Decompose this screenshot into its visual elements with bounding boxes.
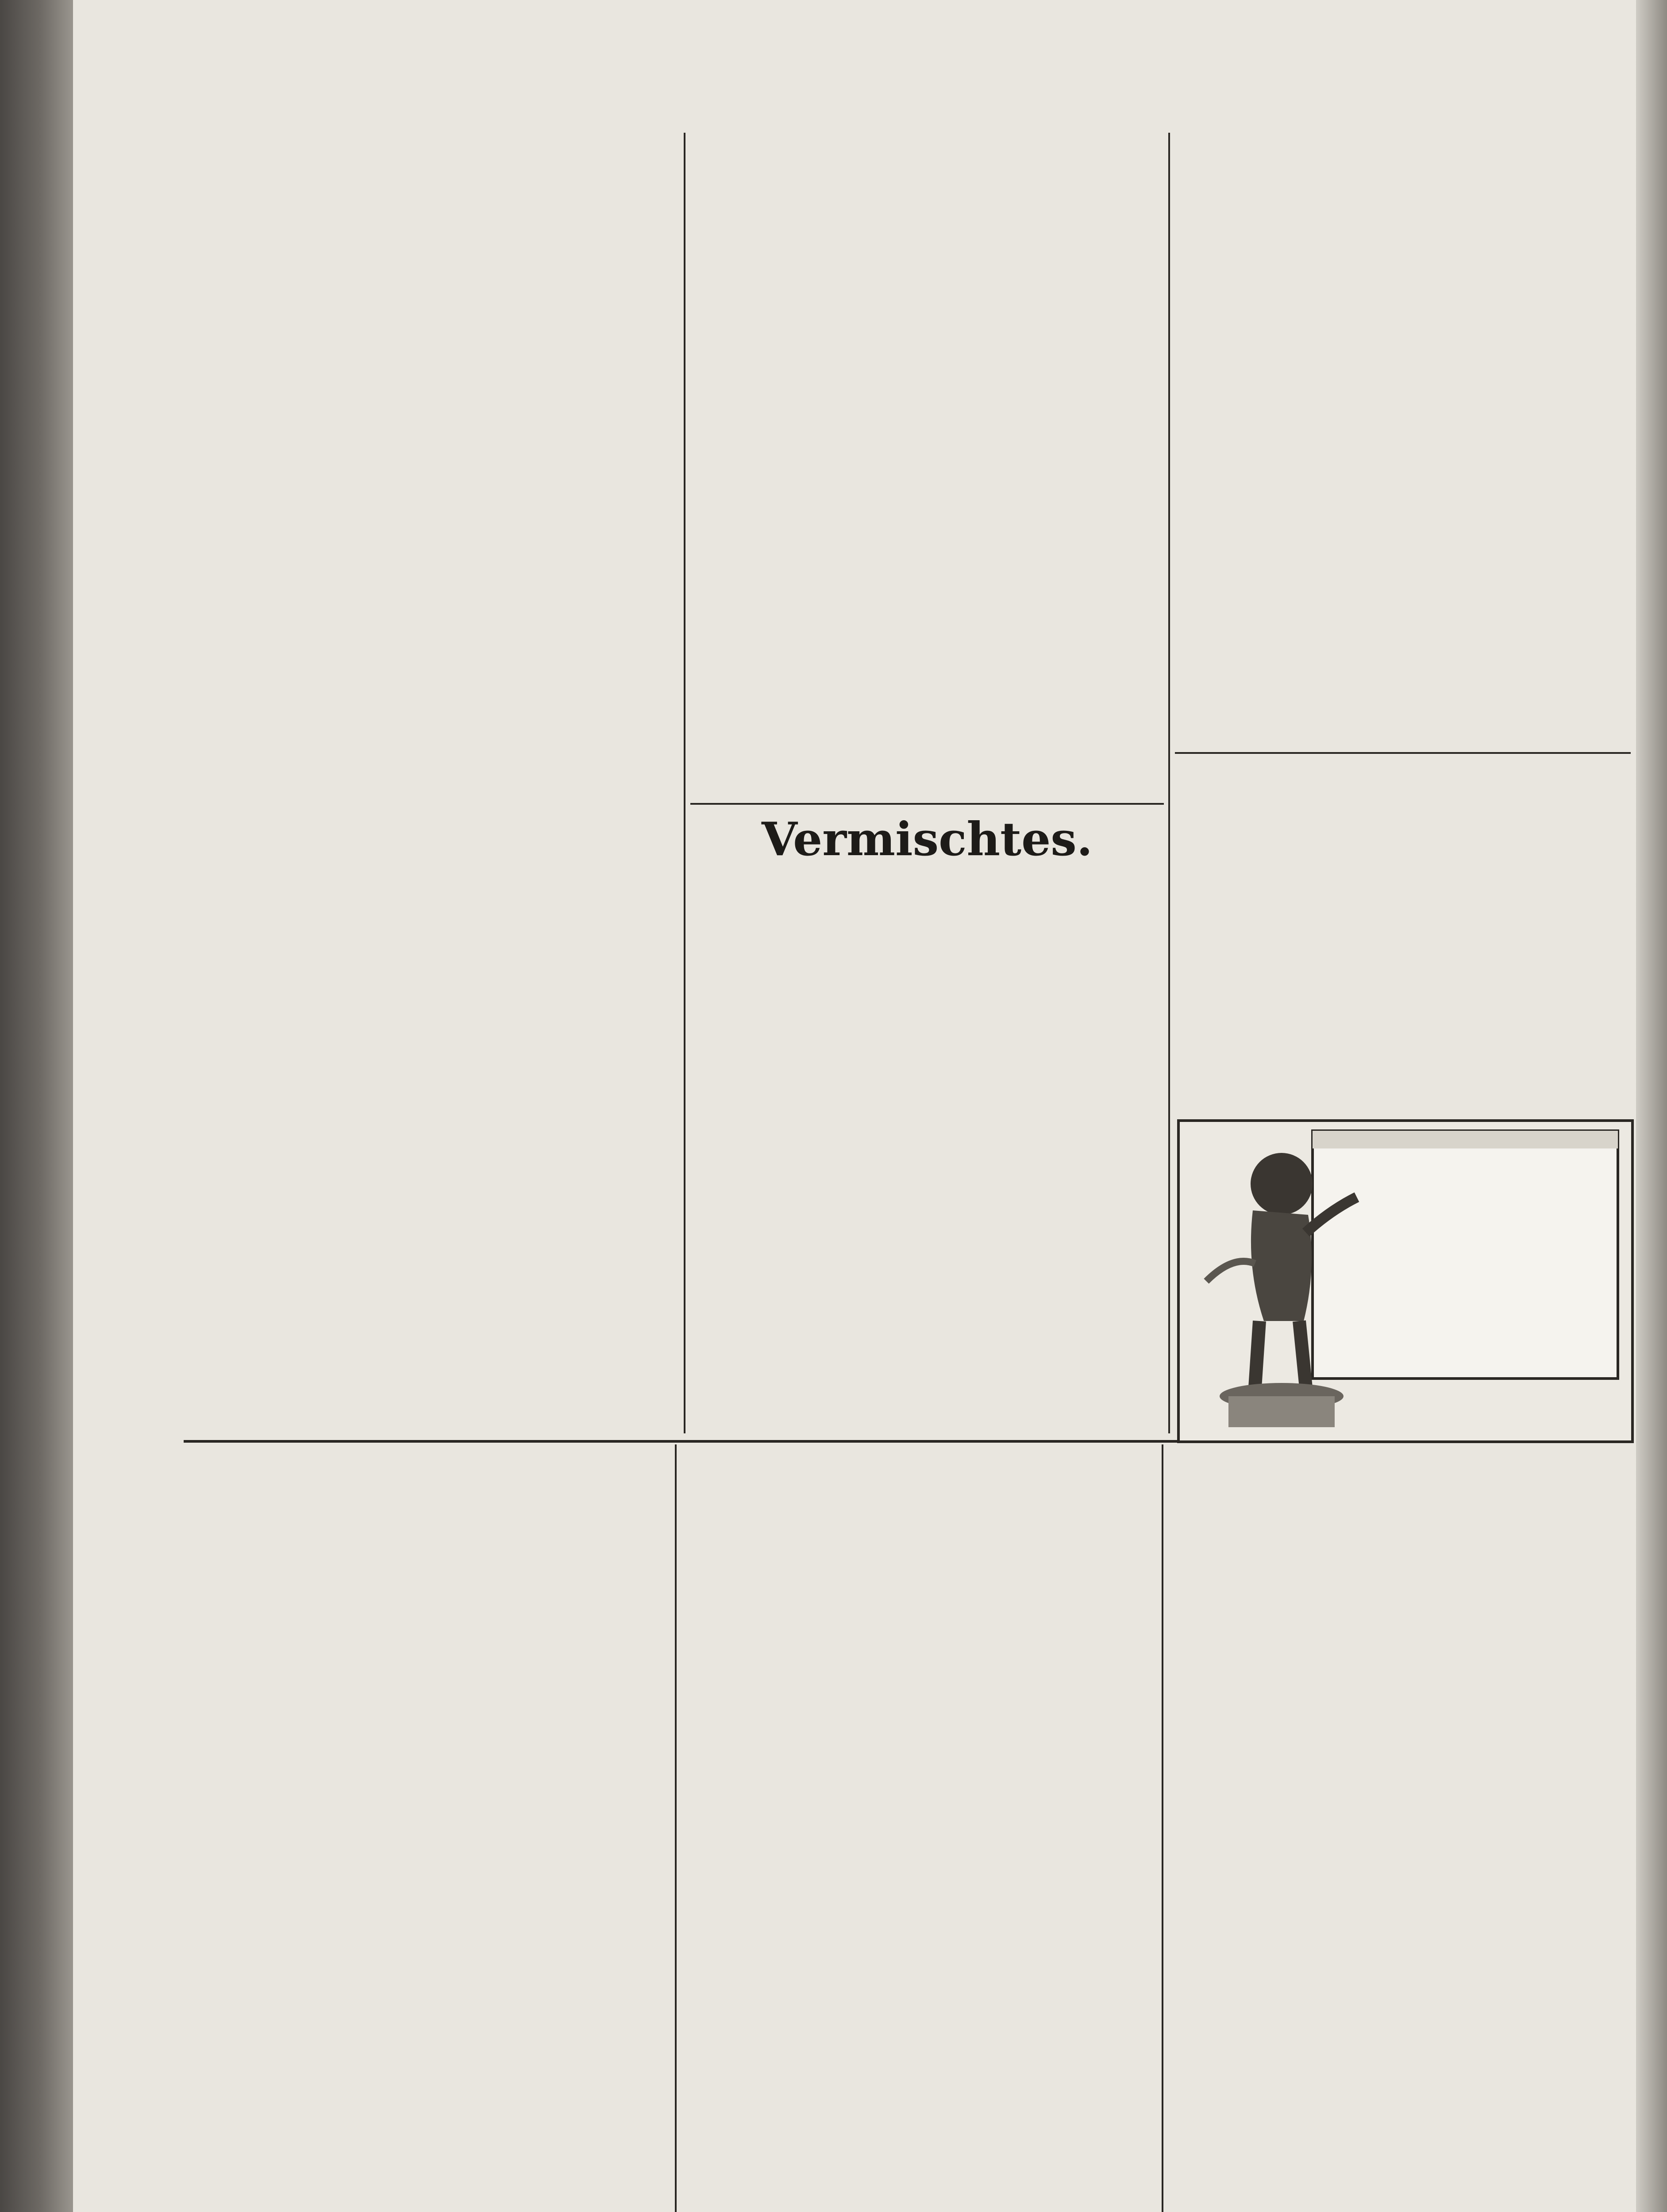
article-column-bottom-3 — [1170, 1449, 1629, 2212]
article-column-top-3 — [1177, 135, 1629, 750]
article-column-litterarisches — [1177, 818, 1629, 1110]
column-rule-top-1 — [684, 133, 685, 1433]
vermischtes-top-rule — [690, 803, 1164, 805]
column-rule-top-2 — [1168, 133, 1170, 1433]
article-column-bottom-1 — [190, 1449, 668, 2212]
book-binding — [0, 0, 73, 2212]
article-column-bottom-2 — [684, 1449, 1155, 2212]
advertisement-illustration — [1180, 1122, 1626, 1435]
article-column-top-1 — [190, 135, 677, 1433]
column-rule-bottom-1 — [675, 1444, 677, 2212]
litterarisches-top-rule — [1175, 752, 1631, 754]
article-column-vermischtes — [693, 876, 1162, 1433]
vermischtes-heading: Vermischtes. — [761, 812, 1093, 866]
article-column-top-2 — [693, 135, 1162, 799]
column-rule-bottom-2 — [1162, 1444, 1163, 2212]
kassler-hafer-kakao-advertisement — [1177, 1119, 1634, 1443]
page-edge — [1636, 0, 1667, 2212]
